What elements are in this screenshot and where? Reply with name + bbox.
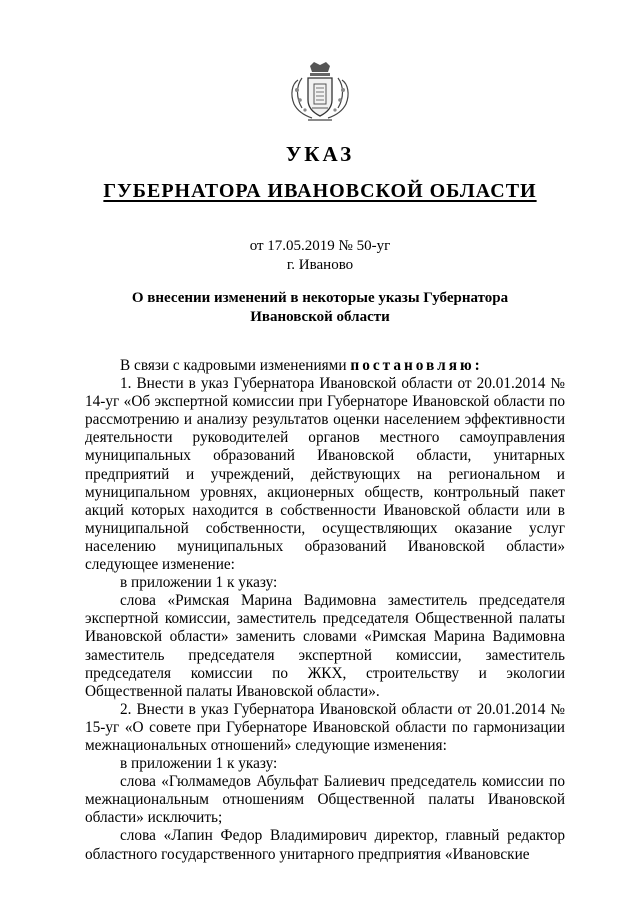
paragraph-4: 2. Внести в указ Губернатора Ивановской области от 20.01.2014 № 15-уг «О совете при Губернаторе Ивановской области по гармонизации межнациональных отношений» следующие изменения: [85,700,565,754]
subject-line-2: Ивановской области [250,309,390,325]
document-body [85,357,565,864]
intro-paragraph [85,357,565,375]
subject-line-1: О внесении изменений в некоторые указы Губернатора [131,290,509,306]
document-city: г. Иваново [286,257,354,273]
document-date: от 17.05.2019 № 50-уг [249,238,391,254]
issuer-title [0,179,640,203]
paragraph-5: в приложении 1 к указу: [120,755,278,773]
paragraph-1: 1. Внести в указ Губернатора Ивановской области от 20.01.2014 № 14-уг «Об экспертной комиссии при Губернаторе Ивановской области по рассмотрению и анализу результатов оценки населением эффективности деятельности руководителей органов местного самоуправления муниципальных образований Ивановской области, унитарных предприятий и учреждений, действующих на региональном и муниципальном уровнях, акционерных обществ, контрольный пакет акций которых находится в собственности Ивановской области или в муниципальной собственности, осуществляющих оказание услуг населению муниципальных образований Ивановской области» следующее изменение: [85,375,565,574]
issuer-title-text: ГУБЕРНАТОРА ИВАНОВСКОЙ ОБЛАСТИ [103,180,537,202]
document-type-title: УКАЗ [285,142,355,166]
paragraph-3: слова «Римская Марина Вадимовна заместитель председателя экспертной комиссии, заместитель председателя Общественной палаты Ивановской области» заменить словами «Римская Марина Вадимовна заместитель председателя экспертной комиссии, заместитель председателя комиссии по ЖКХ, строительству и экологии Общественной палаты Ивановской области». [85,592,565,700]
paragraph-2: в приложении 1 к указу: [120,574,278,592]
coat-of-arms-icon [288,62,352,122]
paragraph-7: слова «Лапин Федор Владимирович директор, главный редактор областного государственного унитарного предприятия «Ивановские [85,827,565,863]
document-subject [100,289,540,327]
intro-text: В связи с кадровыми изменениями [120,357,347,374]
paragraph-6: слова «Гюлмамедов Абульфат Балиевич председатель комиссии по межнациональным отношениям Общественной палаты Ивановской области» исключить; [85,773,565,827]
decree-keyword: постановляю: [350,357,483,374]
